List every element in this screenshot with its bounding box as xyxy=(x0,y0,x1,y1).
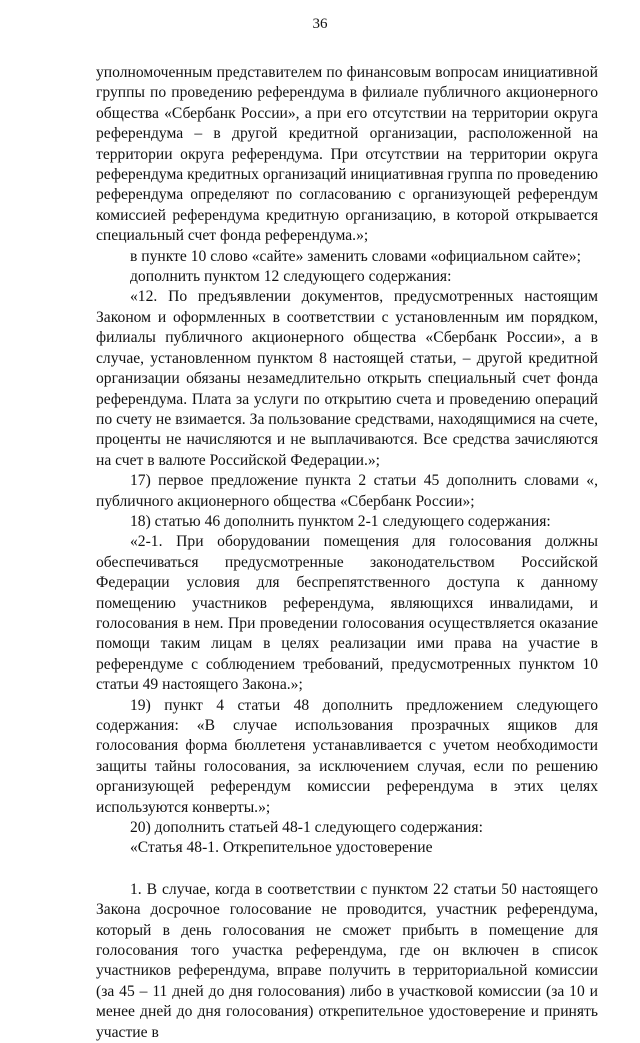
document-body xyxy=(96,63,598,1043)
paragraph: «2-1. При оборудовании помещения для голосования должны обеспечиваться предусмотренные законодательством Российской Федерации условия для беспрепятственного доступа к данному помещению участников референдума, являющихся инвалидами, и голосования в нем. При проведении голосования осуществляется оказание помощи таким лицам в целях реализации ими права на участие в референдуме с соблюдением требований, предусмотренных пунктом 10 статьи 49 настоящего Закона.»; xyxy=(96,533,598,694)
paragraph: в пункте 10 слово «сайте» заменить словами «официальном сайте»; xyxy=(130,247,581,265)
paragraph: 19) пункт 4 статьи 48 дополнить предложением следующего содержания: «В случае использования прозрачных ящиков для голосования форма бюллетеня устанавливается с учетом необходимости защиты тайны голосования, за исключением случая, если по решению организующей референдум комиссии референдума в этих целях используются конверты.»; xyxy=(96,696,598,816)
paragraph: 18) статью 46 дополнить пунктом 2-1 следующего содержания: xyxy=(130,512,551,530)
page-number: 36 xyxy=(312,16,328,32)
paragraph: «Статья 48-1. Открепительное удостоверение xyxy=(130,839,433,857)
paragraph: 17) первое предложение пункта 2 статьи 45 дополнить словами «, публичного акционерного общества «Сбербанк России»; xyxy=(96,472,598,510)
paragraph: «12. По предъявлении документов, предусмотренных настоящим Законом и оформленных в соответствии с установленным им порядком, филиалы публичного акционерного общества «Сбербанк России», а в случае, установленном пунктом 8 настоящей статьи, – другой кредитной организации обязаны незамедлительно открыть специальный счет фонда референдума. Плата за услуги по открытию счета и проведению операций по счету не взимается. За пользование средствами, находящимися на счете, проценты не начисляются и не выплачиваются. Все средства зачисляются на счет в валюте Российской Федерации.»; xyxy=(96,288,598,469)
paragraph: 20) дополнить статьей 48-1 следующего содержания: xyxy=(130,819,483,837)
paragraph: дополнить пунктом 12 следующего содержания: xyxy=(130,268,452,286)
paragraph: уполномоченным представителем по финансовым вопросам инициативной группы по проведению референдума в филиале публичного акционерного общества «Сбербанк России», а при его отсутствии на территории округа референдума – в другой кредитной организации, расположенной на территории округа референдума. При отсутствии на территории округа референдума кредитных организаций инициативная группа по проведению референдума определяют по согласованию с организующей референдум комиссией референдума кредитную организацию, в которой открывается специальный счет фонда референдума.»; xyxy=(96,64,598,245)
paragraph: 1. В случае, когда в соответствии с пунктом 22 статьи 50 настоящего Закона досрочное голосование не проводится, участник референдума, который в день голосования не сможет прибыть в помещение для голосования того участка референдума, где он включен в список участников референдума, вправе получить в территориальной комиссии (за 45 – 11 дней до дня голосования) либо в участковой комиссии (за 10 и менее дней до дня голосования) открепительное удостоверение и принять участие в xyxy=(96,880,598,1041)
